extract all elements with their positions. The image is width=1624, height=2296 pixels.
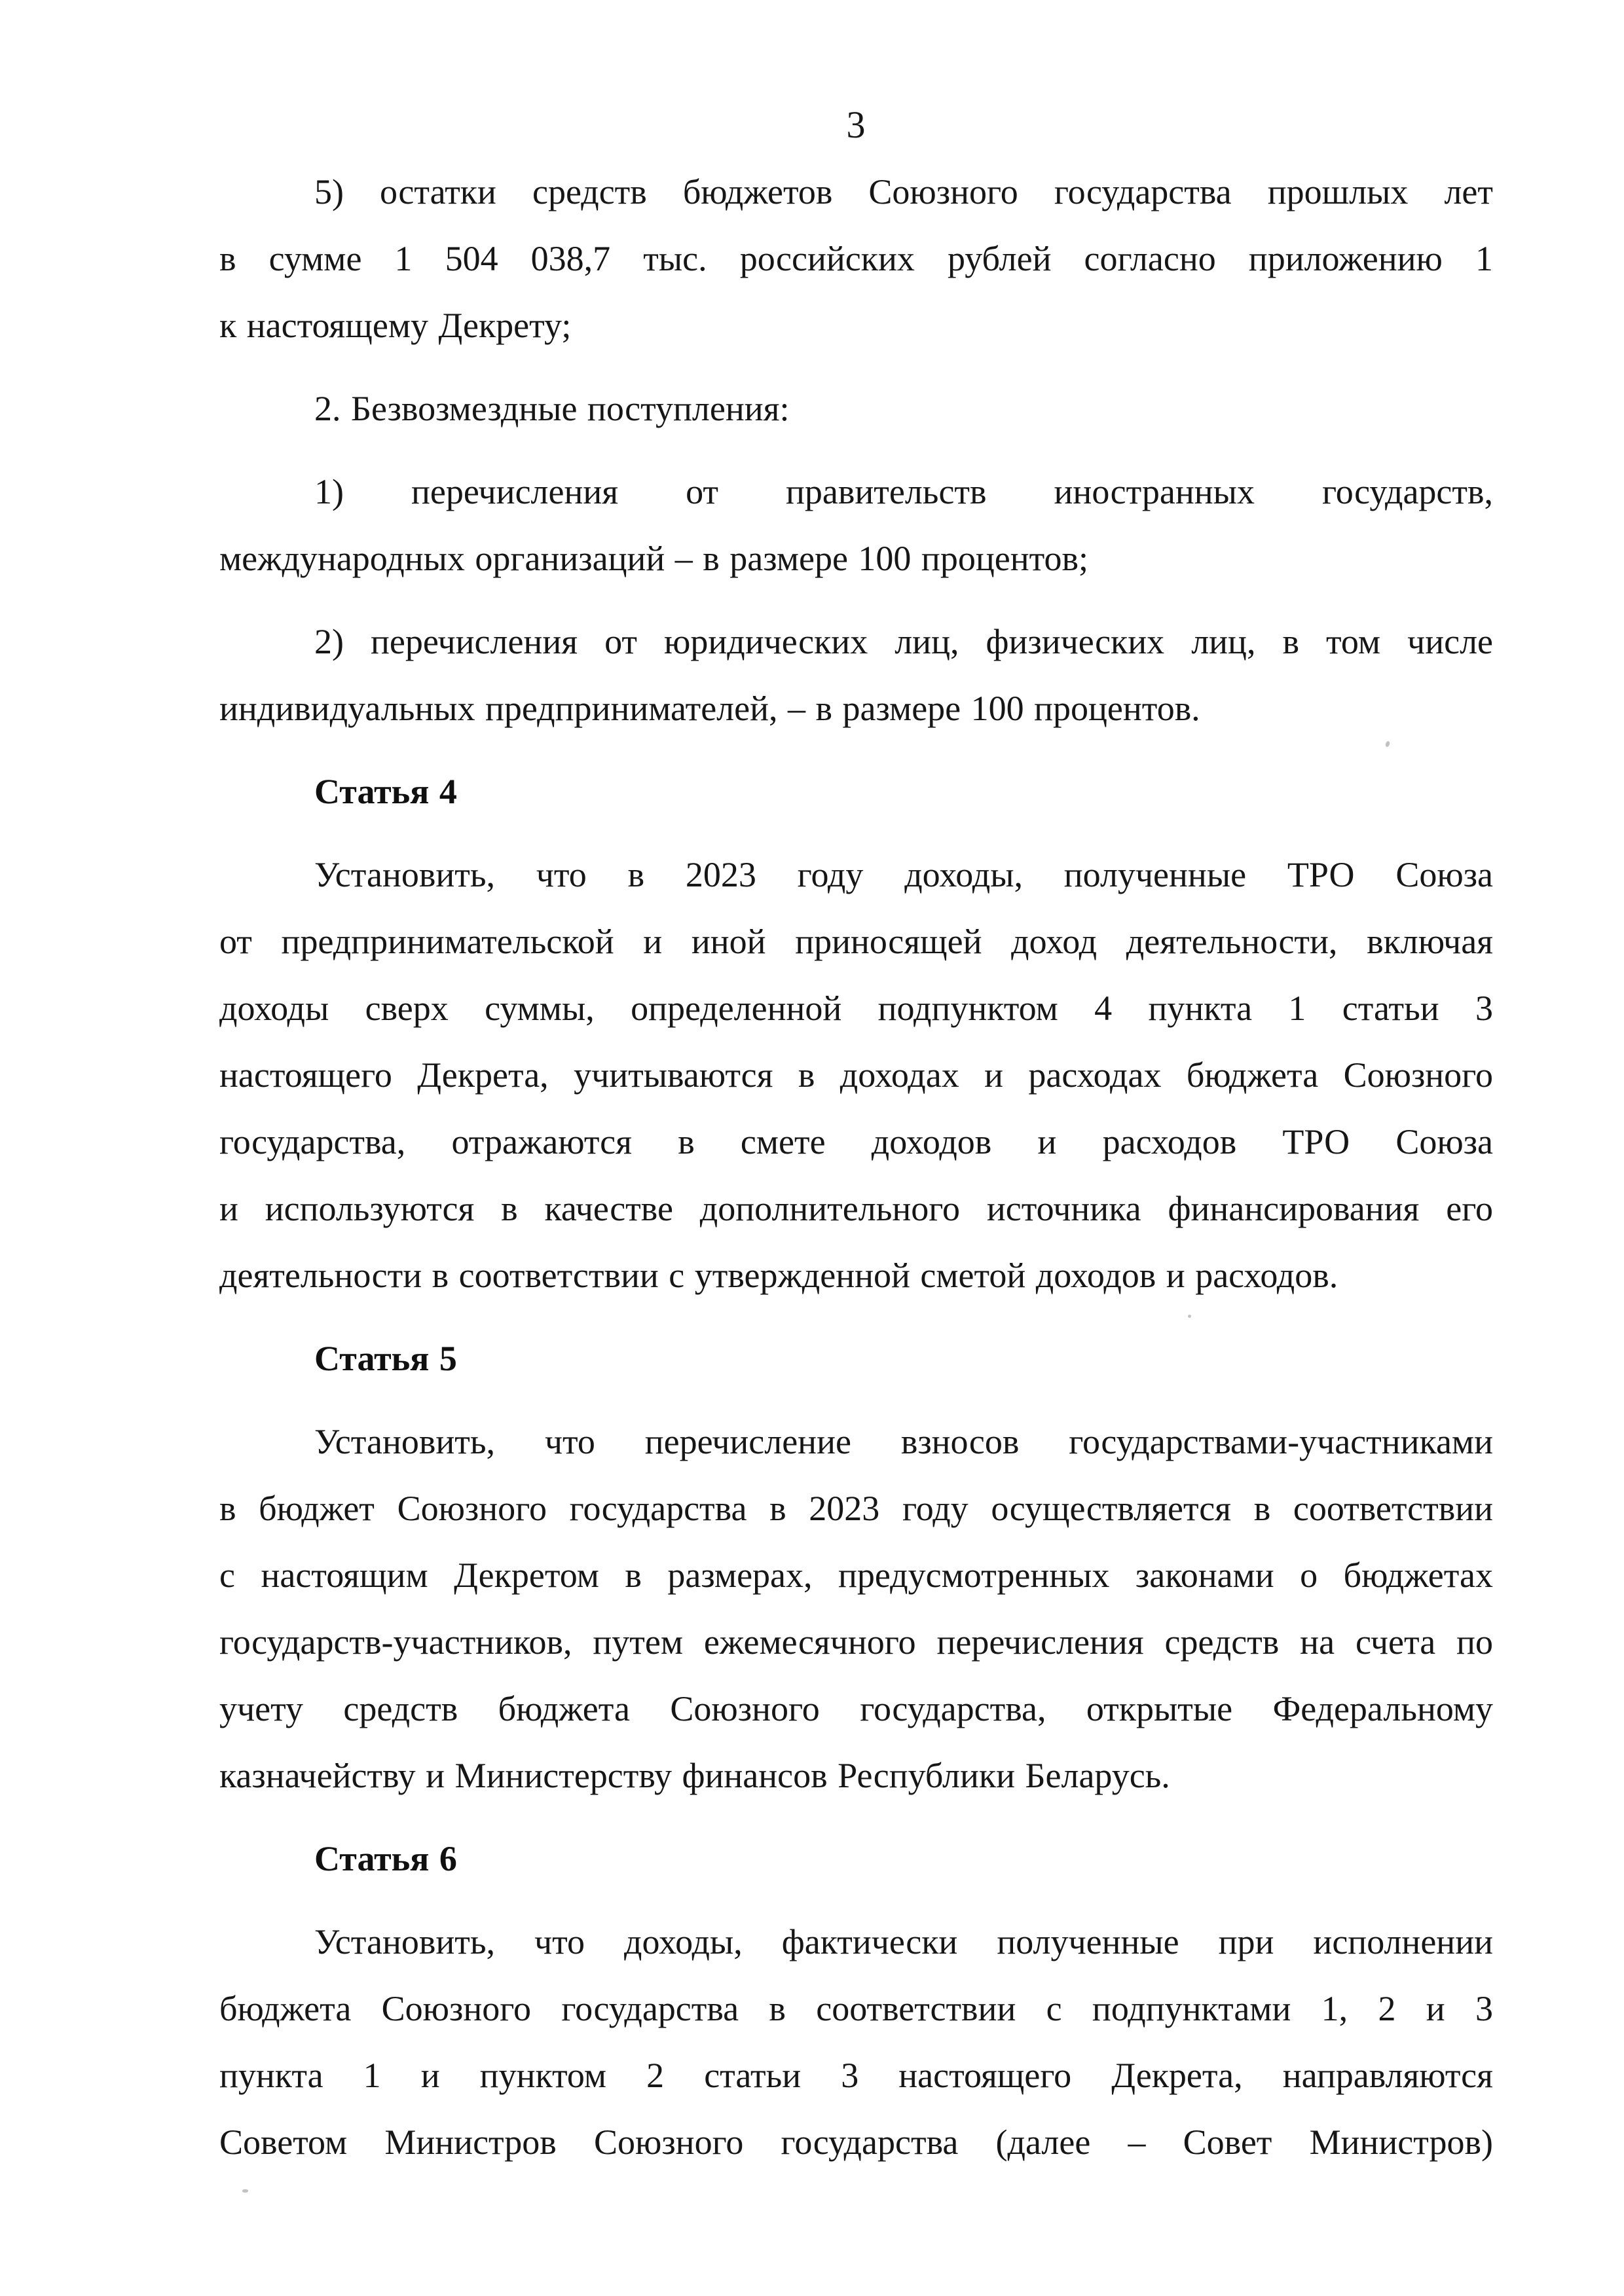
paragraph-subclause-1-foreign-governments	[219, 458, 1493, 592]
text-line: деятельности в соответствии с утвержденной сметой доходов и расходов.	[219, 1256, 1338, 1295]
text-line: индивидуальных предпринимателей, – в размере 100 процентов.	[219, 689, 1200, 728]
paragraph-article-6-body	[219, 1908, 1493, 2176]
heading-article-6	[219, 1825, 1493, 1892]
text-line: доходы сверх суммы, определенной подпунктом 4 пункта 1 статьи 3	[219, 989, 1493, 1028]
text-line: 2) перечисления от юридических лиц, физических лиц, в том числе	[314, 622, 1493, 661]
scan-artifact-speck	[1188, 1315, 1191, 1318]
text-line: государства, отражаются в смете доходов и расходов ТРО Союза	[219, 1122, 1493, 1161]
page-number: 3	[846, 103, 866, 146]
text-line: 5) остатки средств бюджетов Союзного государства прошлых лет	[314, 172, 1493, 211]
text-line: международных организаций – в размере 100 процентов;	[219, 539, 1088, 578]
paragraph-clause-5-budget-remainders	[219, 158, 1493, 359]
text-line: Установить, что перечисление взносов государствами-участниками	[314, 1422, 1493, 1461]
text-line: Статья 5	[314, 1339, 457, 1378]
text-line: в сумме 1 504 038,7 тыс. российских рублей согласно приложению 1	[219, 239, 1493, 278]
text-line: Статья 4	[314, 772, 457, 811]
text-line: Советом Министров Союзного государства (далее – Совет Министров)	[219, 2123, 1493, 2162]
text-line: настоящего Декрета, учитываются в доходах и расходах бюджета Союзного	[219, 1055, 1493, 1095]
heading-article-5	[219, 1325, 1493, 1392]
text-line: казначейству и Министерству финансов Республики Беларусь.	[219, 1756, 1170, 1795]
text-line: Установить, что в 2023 году доходы, полученные ТРО Союза	[314, 855, 1493, 894]
heading-article-4	[219, 758, 1493, 825]
text-line: в бюджет Союзного государства в 2023 году осуществляется в соответствии	[219, 1489, 1493, 1528]
text-line: 2. Безвозмездные поступления:	[314, 389, 790, 428]
scan-artifact-speck	[242, 2189, 248, 2193]
text-line: пункта 1 и пунктом 2 статьи 3 настоящего Декрета, направляются	[219, 2056, 1493, 2095]
text-line: с настоящим Декретом в размерах, предусмотренных законами о бюджетах	[219, 1556, 1493, 1595]
paragraph-subclause-2-legal-entities	[219, 608, 1493, 742]
text-line: 1) перечисления от правительств иностранных государств,	[314, 472, 1493, 511]
text-line: и используются в качестве дополнительного источника финансирования его	[219, 1189, 1493, 1228]
text-line: Установить, что доходы, фактически полученные при исполнении	[314, 1922, 1493, 1961]
text-line: бюджета Союзного государства в соответствии с подпунктами 1, 2 и 3	[219, 1989, 1493, 2028]
text-line: к настоящему Декрету;	[219, 306, 572, 345]
paragraph-article-5-body	[219, 1408, 1493, 1809]
text-content	[219, 92, 1493, 2176]
paragraph-article-4-body	[219, 841, 1493, 1309]
text-line: государств-участников, путем ежемесячного перечисления средств на счета по	[219, 1622, 1493, 1662]
paragraph-clause-2-gratuitous-receipts	[219, 375, 1493, 442]
text-line: Статья 6	[314, 1839, 457, 1878]
text-line: учету средств бюджета Союзного государства, открытые Федеральному	[219, 1689, 1493, 1728]
text-line: от предпринимательской и иной приносящей доход деятельности, включая	[219, 922, 1493, 961]
